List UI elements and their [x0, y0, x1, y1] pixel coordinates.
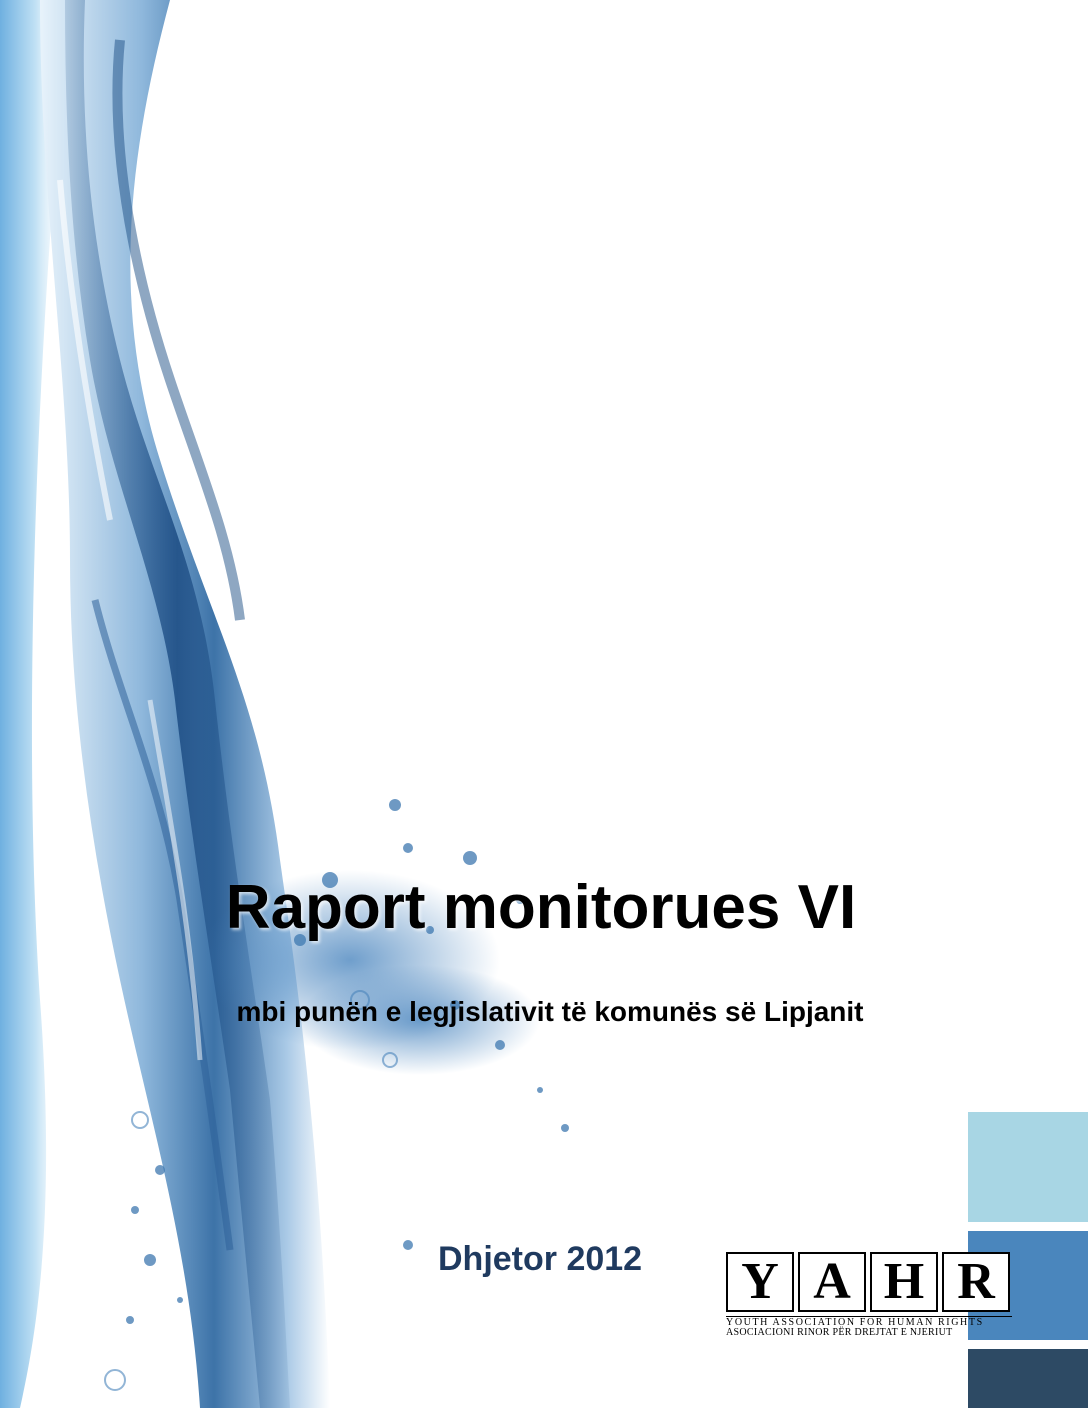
logo-letter-a: A	[798, 1252, 866, 1312]
report-date: Dhjetor 2012	[438, 1240, 643, 1278]
logo-albanian-name: ASOCIACIONI RINOR PËR DREJTAT E NJERIUT	[726, 1327, 953, 1338]
logo-letters	[726, 1252, 1012, 1316]
yahr-logo	[726, 1252, 1012, 1336]
logo-english-name: YOUTH ASSOCIATION FOR HUMAN RIGHTS	[726, 1316, 1012, 1328]
report-title: Raport monitorues VI	[225, 873, 857, 942]
logo-letter-r: R	[942, 1252, 1010, 1312]
logo-letter-y: Y	[726, 1252, 794, 1312]
report-subtitle: mbi punën e legjislativit të komunës së Lipjanit	[236, 996, 864, 1027]
decor-block-dark	[968, 1349, 1088, 1408]
decor-block-light	[968, 1112, 1088, 1222]
logo-letter-h: H	[870, 1252, 938, 1312]
